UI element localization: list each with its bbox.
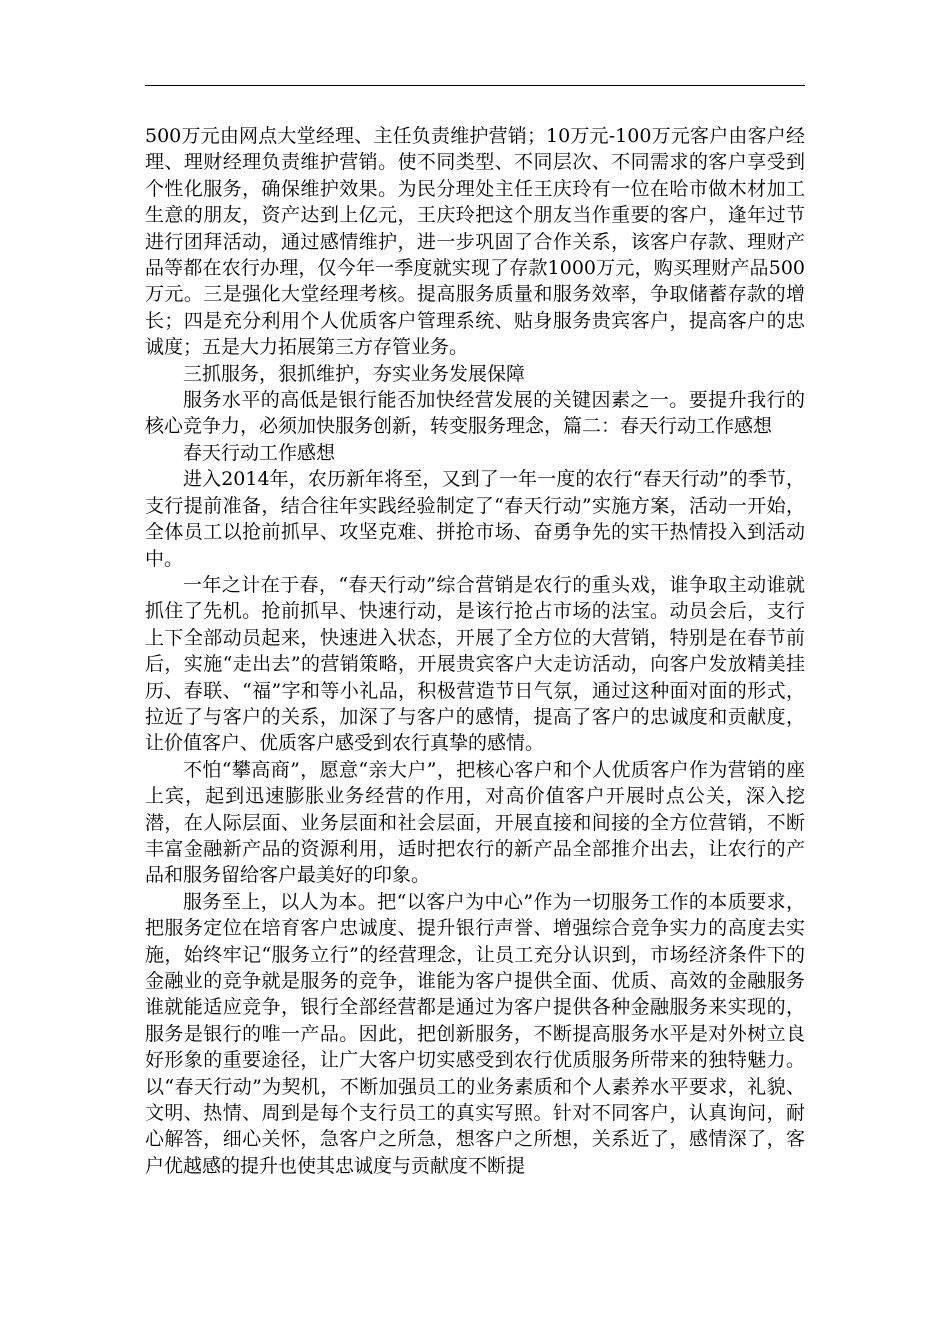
paragraph-5: 进入2014年，农历新年将至，又到了一年一度的农行“春天行动”的季节，支行提前准备，结合往年实践经验制定了“春天行动”实施方案，活动一开始，全体员工以抢前抓早、攻坚克难、拼抢市场、奋勇争先的实干热情投入到活动中。 <box>145 468 805 570</box>
paragraph-4-title: 春天行动工作感想 <box>183 441 336 464</box>
paragraph-1: 500万元由网点大堂经理、主任负责维护营销；10万元-100万元客户由客户经理、理财经理负责维护营销。使不同类型、不同层次、不同需求的客户享受到个性化服务，确保维护效果。为民分理处主任王庆玲有一位在哈市做木材加工生意的朋友，资产达到上亿元，王庆玲把这个朋友当作重要的客户，逢年过节进行团拜活动，通过感情维护，进一步巩固了合作关系，该客户存款、理财产品等都在农行办理，仅今年一季度就实现了存款1000万元，购买理财产品500万元。三是强化大堂经理考核。提高服务质量和服务效率，争取储蓄存款的增长；四是充分利用个人优质客户管理系统、贴身服务贵宾客户，提高客户的忠诚度；五是大力拓展第三方存管业务。 <box>145 125 805 359</box>
header-rule <box>145 85 805 86</box>
paragraph-8: 服务至上，以人为本。把“以客户为中心”作为一切服务工作的本质要求，把服务定位在培育客户忠诚度、提升银行声誉、增强综合竞争实力的高度去实施，始终牢记“服务立行”的经营理念，让员工充分认识到，市场经济条件下的金融业的竞争就是服务的竞争，谁能为客户提供全面、优质、高效的金融服务谁就能适应竞争，银行全部经营都是通过为客户提供各种金融服务来实现的，服务是银行的唯一产品。因此，把创新服务，不断提高服务水平是对外树立良好形象的重要途径，让广大客户切实感受到农行优质服务所带来的独特魅力。以“春天行动”为契机，不断加强员工的业务素质和个人素养水平要求，礼貌、文明、热情、周到是每个支行员工的真实写照。针对不同客户，认真询问，耐心解答，细心关怀，急客户之所急，想客户之所想，关系近了，感情深了，客户优越感的提升也使其忠诚度与贡献度不断提 <box>145 890 805 1177</box>
document-body <box>145 123 805 1179</box>
paragraph-3: 服务水平的高低是银行能否加快经营发展的关键因素之一。要提升我行的核心竞争力，必须加快服务创新，转变服务理念，篇二：春天行动工作感想 <box>145 389 805 438</box>
paragraph-2-heading: 三抓服务，狠抓维护，夯实业务发展保障 <box>183 362 526 385</box>
paragraph-6: 一年之计在于春，“春天行动”综合营销是农行的重头戏，谁争取主动谁就抓住了先机。抢前抓早、快速行动，是该行抢占市场的法宝。动员会后，支行上下全部动员起来，快速进入状态，开展了全方位的大营销，特别是在春节前后，实施“走出去”的营销策略，开展贵宾客户大走访活动，向客户发放精美挂历、春联、“福”字和等小礼品，积极营造节日气氛，通过这种面对面的形式，拉近了与客户的关系，加深了与客户的感情，提高了客户的忠诚度和贡献度，让价值客户、优质客户感受到农行真挚的感情。 <box>145 573 805 755</box>
paragraph-7: 不怕“攀高商”，愿意“亲大户”，把核心客户和个人优质客户作为营销的座上宾，起到迅速膨胀业务经营的作用，对高价值客户开展时点公关，深入挖潜，在人际层面、业务层面和社会层面，开展直接和间接的全方位营销，不断丰富金融新产品的资源利用，适时把农行的新产品全部推介出去，让农行的产品和服务留给客户最美好的印象。 <box>145 758 805 887</box>
